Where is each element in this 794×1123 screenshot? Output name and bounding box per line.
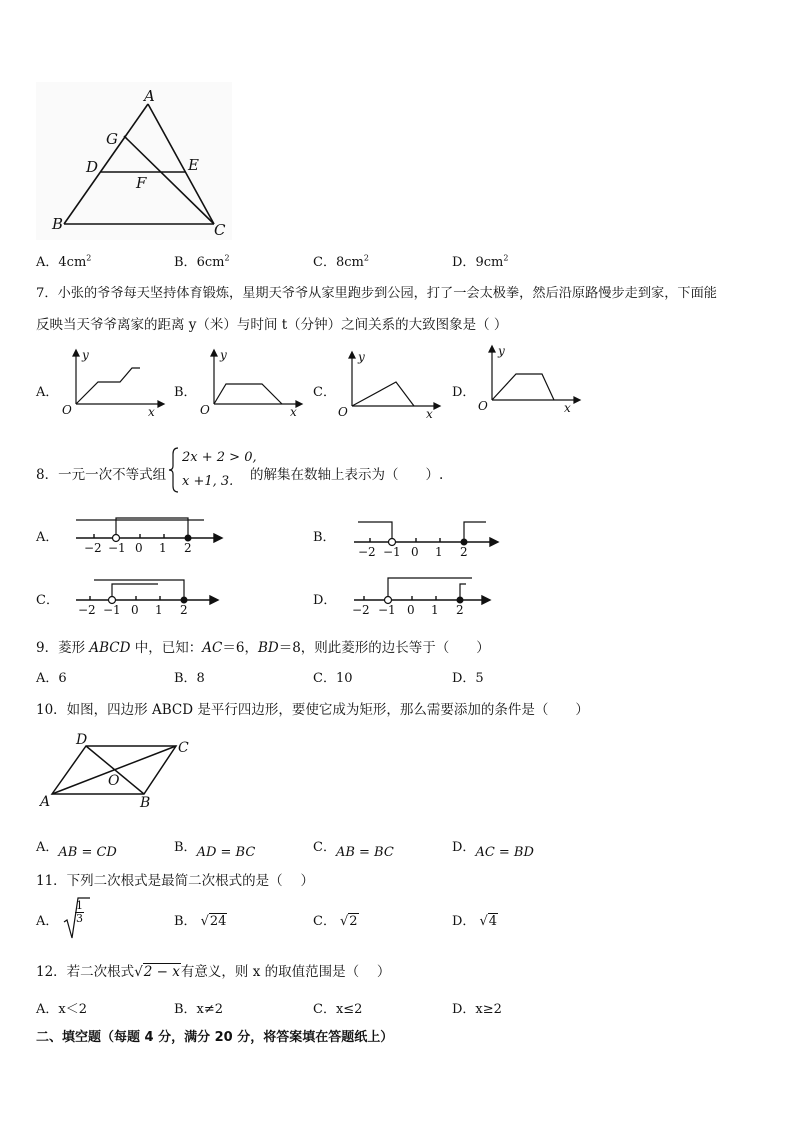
svg-text:0: 0 bbox=[411, 545, 419, 558]
svg-text:0: 0 bbox=[131, 603, 139, 617]
svg-text:−2: −2 bbox=[78, 603, 96, 617]
q6-option-d[interactable]: D．$9cm^2$ bbox=[452, 253, 509, 270]
svg-text:2: 2 bbox=[460, 545, 468, 558]
svg-text:0: 0 bbox=[135, 541, 143, 555]
svg-text:−1: −1 bbox=[383, 545, 401, 558]
label-c: C bbox=[214, 221, 226, 239]
svg-text:B: B bbox=[140, 795, 151, 810]
q7-option-d-label[interactable]: D． bbox=[452, 385, 476, 400]
svg-text:D: D bbox=[76, 732, 88, 748]
q10-option-a[interactable]: A．AB = CD bbox=[36, 840, 117, 860]
q10-text: 10．如图，四边形 ABCD 是平行四边形，要使它成为矩形，那么需要添加的条件是（ ） bbox=[36, 702, 589, 718]
svg-text:−2: −2 bbox=[352, 603, 370, 617]
svg-text:1: 1 bbox=[435, 545, 443, 558]
svg-text:1: 1 bbox=[159, 541, 167, 555]
q8-numberline-b[interactable] bbox=[350, 512, 510, 558]
q11-option-c[interactable]: C． √2 bbox=[313, 914, 358, 929]
q8-suffix: 的解集在数轴上表示为（ ）. bbox=[250, 467, 444, 483]
q8-numberline-d[interactable] bbox=[350, 572, 510, 618]
q12-option-c[interactable]: C．x≤2 bbox=[313, 1002, 363, 1017]
q7-text-line2: 反映当天爷爷离家的距离 y（米）与时间 t（分钟）之间关系的大致图象是（ ） bbox=[36, 317, 508, 333]
svg-text:O: O bbox=[108, 773, 120, 789]
section-2-heading: 二、填空题（每题 4 分，满分 20 分，将答案填在答题纸上） bbox=[36, 1030, 394, 1045]
q8-option-d-label[interactable]: D． bbox=[313, 593, 337, 608]
svg-text:O: O bbox=[478, 399, 488, 413]
q9-option-c[interactable]: C．10 bbox=[313, 671, 353, 686]
svg-text:−2: −2 bbox=[358, 545, 376, 558]
q8-option-a-label[interactable]: A． bbox=[36, 530, 59, 545]
q7-graph-b[interactable] bbox=[198, 348, 308, 420]
parallelogram-figure bbox=[36, 730, 196, 810]
q11-option-a[interactable]: A． bbox=[36, 914, 59, 929]
q6-option-c[interactable]: C．$8cm^2$ bbox=[313, 253, 369, 270]
q8-brace bbox=[168, 446, 180, 494]
q7-text-line1: 7．小张的爷爷每天坚持体育锻炼，星期天爷爷从家里跑步到公园，打了一会太极拳，然后沿原路慢步走到家，下面能 bbox=[36, 286, 717, 301]
q10-option-d[interactable]: D．AC = BD bbox=[452, 840, 534, 860]
svg-text:−1: −1 bbox=[378, 603, 396, 617]
svg-text:2: 2 bbox=[180, 603, 188, 617]
q7-option-c-label[interactable]: C． bbox=[313, 385, 336, 400]
q8-numberline-c[interactable] bbox=[72, 574, 232, 620]
q9-option-a[interactable]: A．6 bbox=[36, 671, 67, 686]
label-e: E bbox=[188, 156, 199, 174]
svg-text:x: x bbox=[148, 405, 155, 419]
svg-text:2: 2 bbox=[184, 541, 192, 555]
q8-inequality-2: x +1, 3. bbox=[182, 474, 234, 489]
svg-text:O: O bbox=[200, 403, 210, 417]
q10-option-c[interactable]: C．AB = BC bbox=[313, 840, 394, 860]
svg-text:x: x bbox=[564, 401, 571, 415]
label-a: A bbox=[144, 87, 155, 105]
q11-text: 11．下列二次根式是最简二次根式的是（ ） bbox=[36, 873, 314, 889]
q12-text: 12．若二次根式√2 − x有意义，则 x 的取值范围是（ ） bbox=[36, 964, 391, 980]
svg-text:−1: −1 bbox=[108, 541, 126, 555]
q9-option-b[interactable]: B．8 bbox=[174, 671, 205, 686]
svg-text:x: x bbox=[290, 405, 297, 419]
svg-text:y: y bbox=[82, 348, 89, 362]
q6-option-a[interactable]: A．$4cm^2$ bbox=[36, 253, 92, 270]
triangle-figure bbox=[36, 82, 232, 240]
svg-text:A: A bbox=[40, 794, 51, 810]
svg-text:−1: −1 bbox=[103, 603, 121, 617]
svg-text:C: C bbox=[178, 740, 189, 756]
q12-option-a[interactable]: A．x＜2 bbox=[36, 1002, 87, 1017]
q7-graph-c[interactable] bbox=[336, 350, 446, 422]
q11-fraction-a: $\frac{1}{3}$ bbox=[76, 899, 83, 925]
q10-option-b[interactable]: B．AD = BC bbox=[174, 840, 256, 860]
svg-text:y: y bbox=[498, 344, 505, 358]
q11-option-b[interactable]: B． √24 bbox=[174, 914, 227, 929]
svg-text:1: 1 bbox=[155, 603, 163, 617]
svg-text:0: 0 bbox=[407, 603, 415, 617]
q12-option-b[interactable]: B．x≠2 bbox=[174, 1002, 224, 1017]
q9-text: 9．菱形 ABCD 中，已知：AC＝6，BD＝8，则此菱形的边长等于（ ） bbox=[36, 640, 490, 656]
q8-option-b-label[interactable]: B． bbox=[313, 530, 336, 545]
q9-option-d[interactable]: D．5 bbox=[452, 671, 484, 686]
q8-prefix: 8．一元一次不等式组 bbox=[36, 467, 167, 483]
q8-inequality-1: 2x + 2 > 0, bbox=[182, 450, 257, 465]
svg-text:y: y bbox=[220, 348, 227, 362]
svg-text:1: 1 bbox=[431, 603, 439, 617]
svg-text:O: O bbox=[338, 405, 348, 419]
svg-text:−2: −2 bbox=[84, 541, 102, 555]
label-b: B bbox=[52, 215, 64, 233]
q12-option-d[interactable]: D．x≥2 bbox=[452, 1002, 502, 1017]
svg-text:2: 2 bbox=[456, 603, 464, 617]
q8-numberline-a[interactable] bbox=[72, 512, 232, 558]
svg-text:O: O bbox=[62, 403, 72, 417]
label-d: D bbox=[86, 158, 99, 176]
q11-option-d[interactable]: D． √4 bbox=[452, 914, 498, 929]
svg-text:y: y bbox=[358, 350, 365, 364]
q7-option-a-label[interactable]: A． bbox=[36, 385, 59, 400]
svg-text:x: x bbox=[426, 407, 433, 421]
label-g: G bbox=[106, 130, 118, 148]
q8-option-c-label[interactable]: C． bbox=[36, 593, 59, 608]
q7-option-b-label[interactable]: B． bbox=[174, 385, 197, 400]
q7-graph-a[interactable] bbox=[60, 348, 170, 420]
q6-option-b[interactable]: B．$6cm^2$ bbox=[174, 253, 230, 270]
q7-graph-d[interactable] bbox=[476, 344, 586, 416]
label-f: F bbox=[136, 174, 147, 192]
